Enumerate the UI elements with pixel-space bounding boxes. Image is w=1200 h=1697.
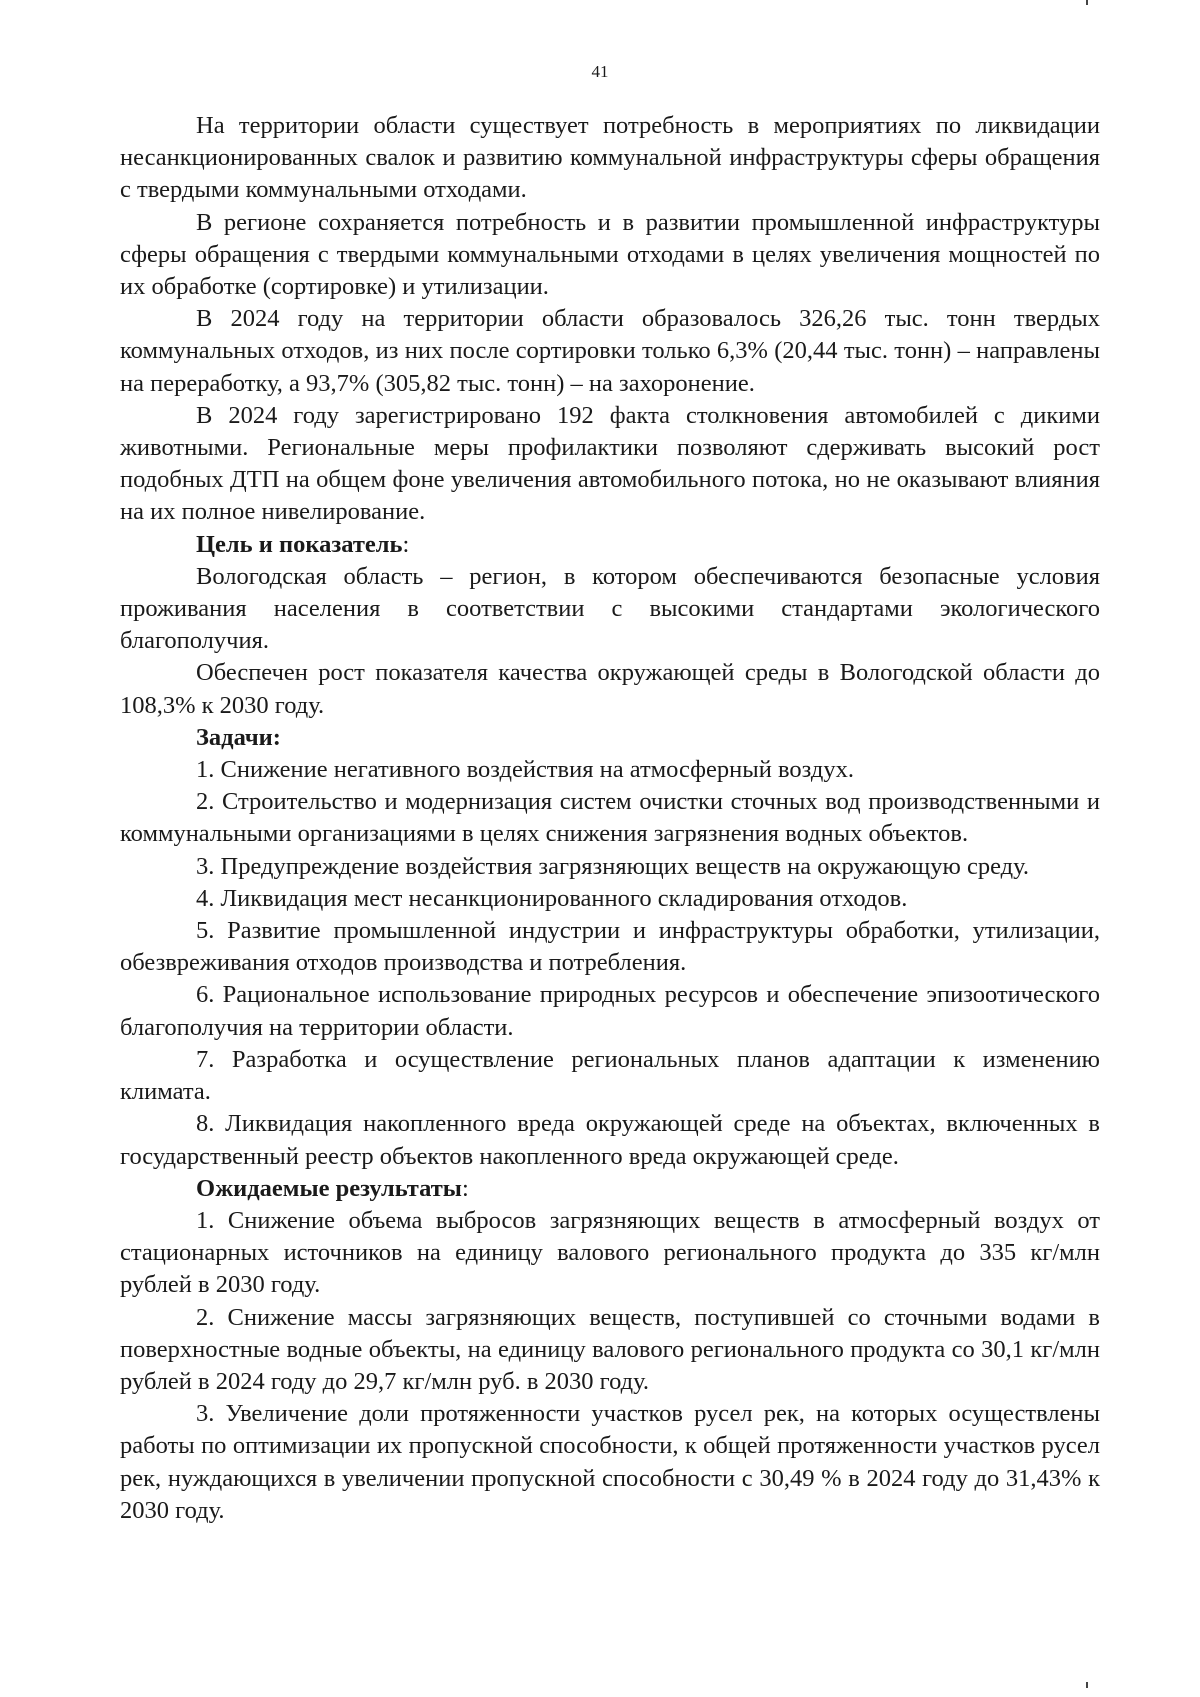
paragraph: В регионе сохраняется потребность и в развитии промышленной инфраструктуры сферы обращения с твердыми коммунальными отходами в целях увеличения мощностей по их обработке (сортировке) и утилизации.: [120, 208, 1100, 301]
goal-heading-colon: :: [402, 530, 410, 558]
goal-paragraph: Вологодская область – регион, в котором обеспечиваются безопасные условия проживания населения в соответствии с высокими стандартами экологического благополучия.: [120, 562, 1100, 655]
result-item: 1. Снижение объема выбросов загрязняющих веществ в атмосферный воздух от стационарных источников на единицу валового регионального продукта до 335 кг/млн рублей в 2030 году.: [120, 1206, 1100, 1299]
document-body: [120, 110, 1100, 1527]
task-item: 3. Предупреждение воздействия загрязняющих веществ на окружающую среду.: [196, 852, 1030, 880]
goal-heading: [120, 529, 1100, 561]
results-heading-colon: :: [461, 1174, 469, 1202]
page-number: 41: [591, 62, 609, 81]
goal-heading-text: Цель и показатель: [196, 530, 403, 558]
result-item: 2. Снижение массы загрязняющих веществ, поступившей со сточными водами в поверхностные водные объекты, на единицу валового регионального продукта со 30,1 кг/млн рублей в 2024 году до 29,7 кг/млн руб. в 2030 году.: [120, 1303, 1100, 1395]
results-heading: [120, 1173, 1100, 1205]
scan-edge-mark-top: [1086, 0, 1088, 5]
goal-paragraph: Обеспечен рост показателя качества окружающей среды в Вологодской области до 108,3% к 2030 году.: [120, 659, 1100, 719]
paragraph: На территории области существует потребность в мероприятиях по ликвидации несанкционированных свалок и развитию коммунальной инфраструктуры сферы обращения с твердыми коммунальными отходами.: [120, 112, 1100, 204]
task-item: 1. Снижение негативного воздействия на атмосферный воздух.: [196, 756, 854, 784]
task-item: 2. Строительство и модернизация систем очистки сточных вод производственными и коммунальными организациями в целях снижения загрязнения водных объектов.: [120, 788, 1100, 848]
result-item: 3. Увеличение доли протяженности участков русел рек, на которых осуществлены работы по оптимизации их пропускной способности, к общей протяженности участков русел рек, нуждающихся в увеличении пропускной способности с 30,49 % в 2024 году до 31,43% к 2030 году.: [120, 1400, 1100, 1524]
task-item: 8. Ликвидация накопленного вреда окружающей среде на объектах, включенных в государственный реестр объектов накопленного вреда окружающей среде.: [120, 1110, 1100, 1170]
paragraph: В 2024 году на территории области образовалось 326,26 тыс. тонн твердых коммунальных отходов, из них после сортировки только 6,3% (20,44 тыс. тонн) – направлены на переработку, а 93,7% (305,82 тыс. тонн) – на захоронение.: [120, 305, 1100, 397]
tasks-heading: Задачи:: [196, 723, 281, 751]
task-item: 5. Развитие промышленной индустрии и инфраструктуры обработки, утилизации, обезвреживания отходов производства и потребления.: [120, 917, 1100, 977]
results-heading-text: Ожидаемые результаты: [196, 1174, 462, 1202]
task-item: 4. Ликвидация мест несанкционированного складирования отходов.: [196, 884, 908, 912]
paragraph: В 2024 году зарегистрировано 192 факта столкновения автомобилей с дикими животными. Региональные меры профилактики позволяют сдерживать высокий рост подобных ДТП на общем фоне увеличения автомобильного потока, но не оказывают влияния на их полное нивелирование.: [120, 401, 1100, 526]
scan-edge-mark-bottom: [1086, 1682, 1088, 1688]
task-item: 7. Разработка и осуществление региональных планов адаптации к изменению климата.: [120, 1045, 1100, 1106]
task-item: 6. Рациональное использование природных ресурсов и обеспечение эпизоотического благополучия на территории области.: [120, 981, 1100, 1041]
